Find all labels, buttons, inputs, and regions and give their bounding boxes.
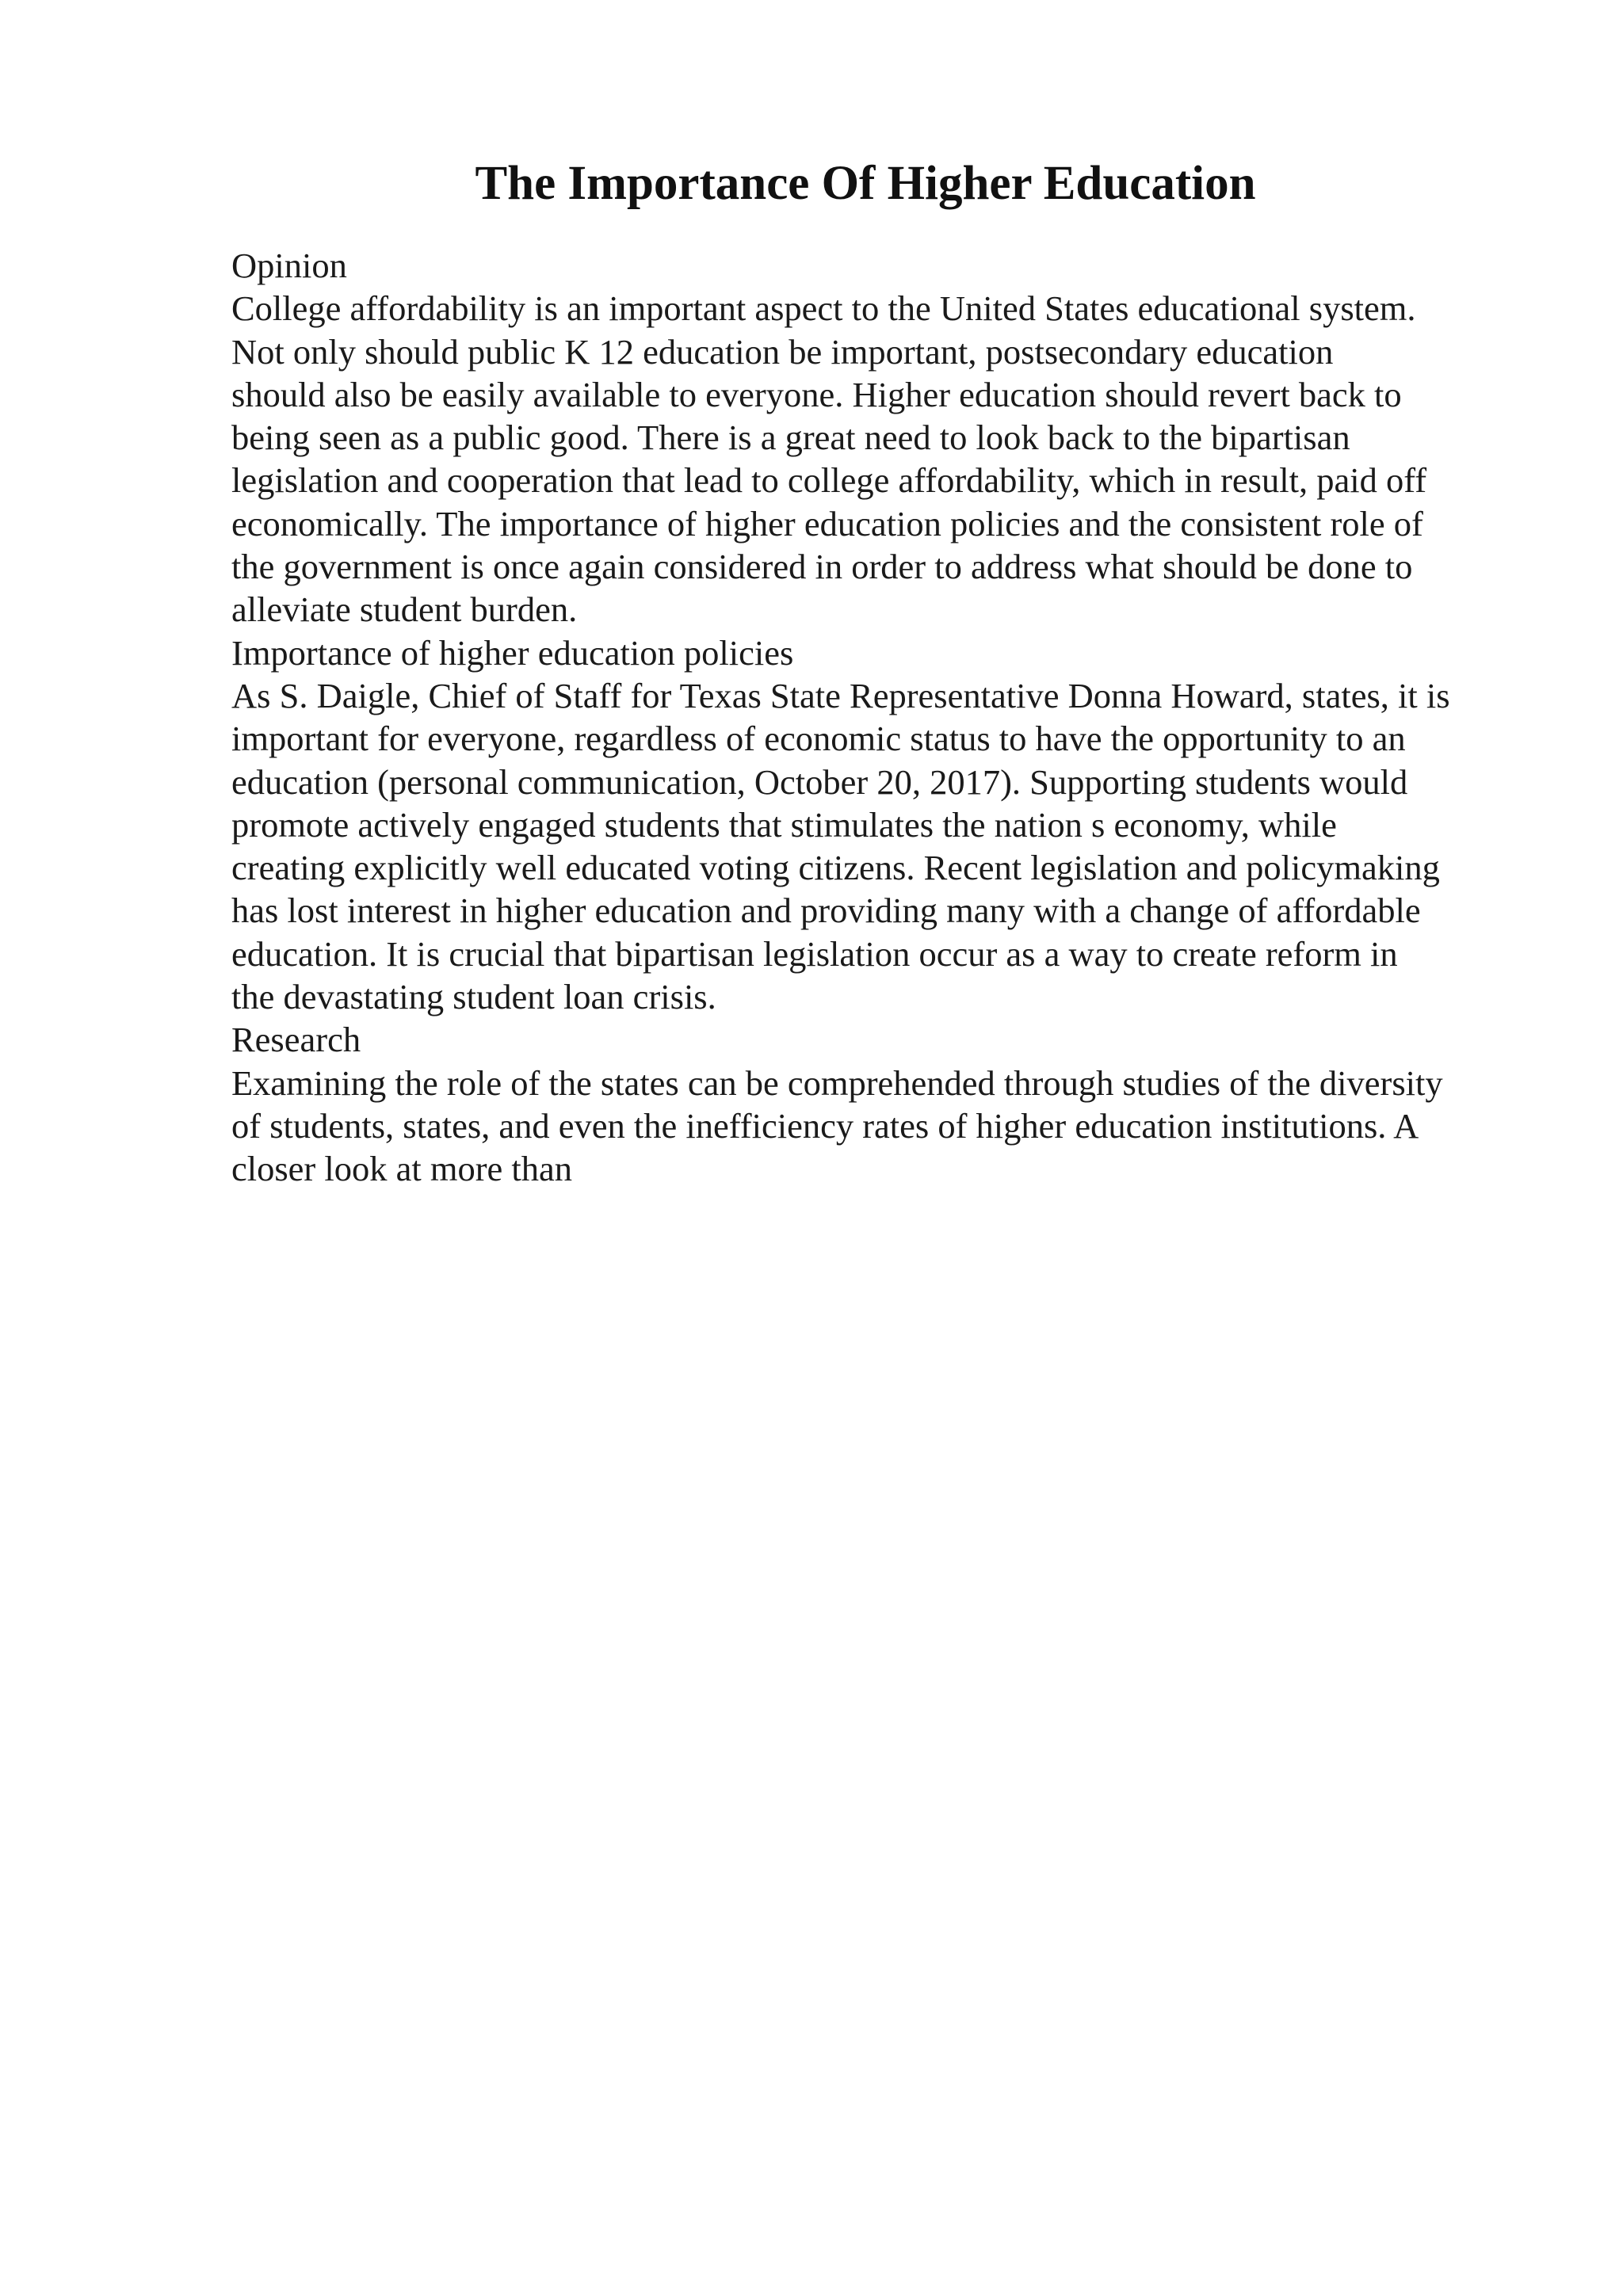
body-line: As S. Daigle, Chief of Staff for Texas State Representative Donna Howard, states, it is (231, 675, 1450, 715)
body-line: being seen as a public good. There is a great need to look back to the bipartisan (231, 418, 1350, 458)
body-line: alleviate student burden. (231, 589, 578, 630)
section-heading-policies: Importance of higher education policies (231, 632, 794, 673)
body-line: should also be easily available to everyone. Higher education should revert back to (231, 374, 1402, 414)
section-heading-opinion: Opinion (231, 246, 347, 285)
body-line: of students, states, and even the inefficiency rates of higher education institutions. A (231, 1105, 1419, 1146)
body-line: has lost interest in higher education and providing many with a change of affordable (231, 891, 1421, 931)
body-line: College affordability is an important aspect to the United States educational system. (231, 288, 1416, 329)
body-line: promote actively engaged students that stimulates the nation s economy, while (231, 804, 1337, 845)
document-body (231, 244, 1563, 1191)
body-line: creating explicitly well educated voting citizens. Recent legislation and policymaking (231, 848, 1440, 888)
body-line: education (personal communication, October 20, 2017). Supporting students would (231, 761, 1408, 802)
body-line: the government is once again considered in order to address what should be done to (231, 547, 1413, 587)
body-line: the devastating student loan crisis. (231, 977, 716, 1017)
body-line: Examining the role of the states can be comprehended through studies of the diversity (231, 1062, 1443, 1103)
body-line: closer look at more than (231, 1149, 573, 1189)
body-line: Not only should public K 12 education be important, postsecondary education (231, 331, 1334, 372)
section-heading-research: Research (231, 1020, 361, 1060)
document-title: The Importance Of Higher Education (475, 157, 1256, 210)
body-line: education. It is crucial that bipartisan legislation occur as a way to create reform in (231, 933, 1398, 974)
body-line: legislation and cooperation that lead to college affordability, which in result, paid off (231, 460, 1427, 501)
body-line: important for everyone, regardless of economic status to have the opportunity to an (231, 719, 1406, 759)
body-line: economically. The importance of higher education policies and the consistent role of (231, 503, 1423, 543)
